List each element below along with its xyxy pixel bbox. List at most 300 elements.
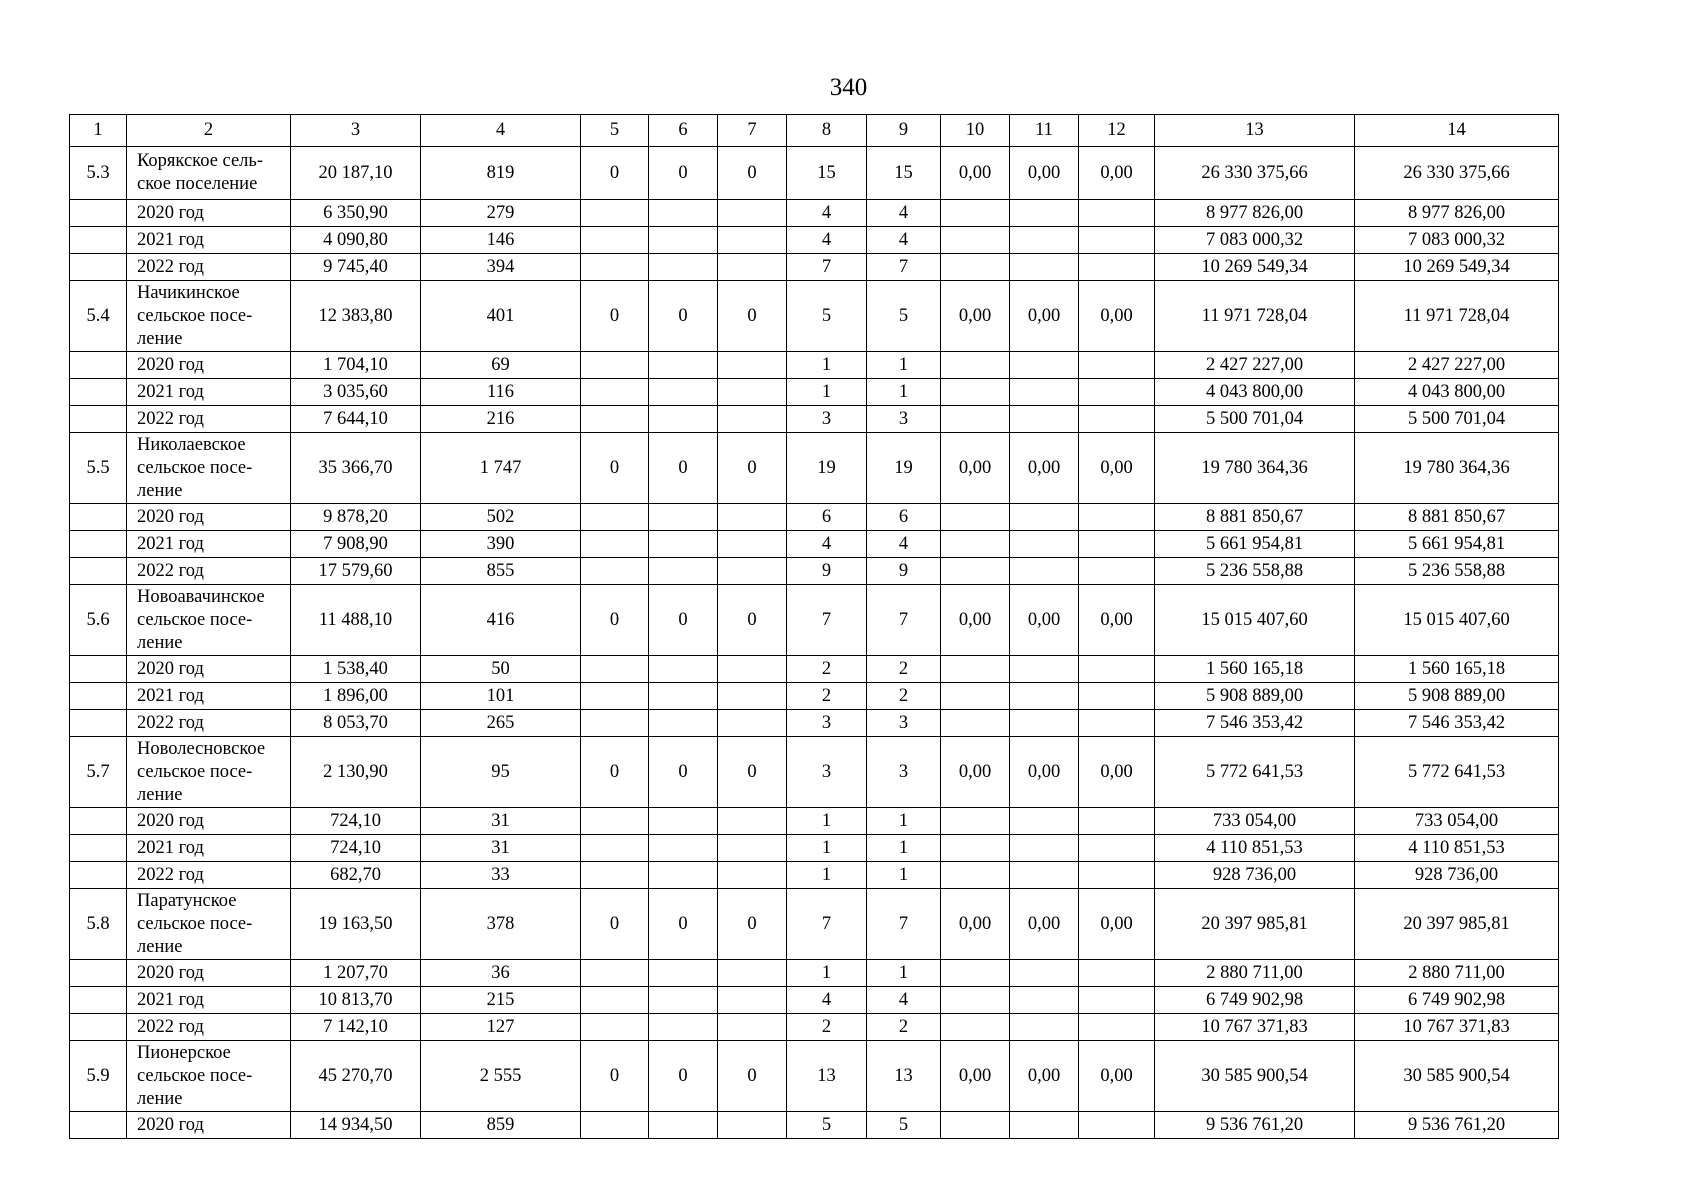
- value-cell: [941, 558, 1010, 585]
- value-cell: [649, 862, 718, 889]
- value-cell: 4 110 851,53: [1355, 835, 1559, 862]
- value-cell: 0: [718, 585, 787, 656]
- settlement-summary-row: [70, 585, 1559, 656]
- value-cell: [718, 352, 787, 379]
- value-cell: [649, 352, 718, 379]
- value-cell: [581, 558, 649, 585]
- value-cell: [581, 504, 649, 531]
- value-cell: 4: [867, 987, 941, 1014]
- value-cell: [1079, 835, 1155, 862]
- value-cell: 0,00: [1010, 737, 1079, 808]
- value-cell: [718, 835, 787, 862]
- value-cell: [1079, 960, 1155, 987]
- value-cell: [581, 960, 649, 987]
- value-cell: 4 043 800,00: [1155, 379, 1355, 406]
- value-cell: 7 546 353,42: [1355, 710, 1559, 737]
- value-cell: [649, 531, 718, 558]
- year-label-cell: 2020 год: [127, 200, 291, 227]
- value-cell: 30 585 900,54: [1355, 1041, 1559, 1112]
- value-cell: 31: [421, 808, 581, 835]
- settlement-summary-row: [70, 1041, 1559, 1112]
- value-cell: [941, 808, 1010, 835]
- value-cell: [1079, 683, 1155, 710]
- value-cell: 0: [649, 737, 718, 808]
- value-cell: [1010, 352, 1079, 379]
- value-cell: 0: [649, 147, 718, 200]
- value-cell: [649, 835, 718, 862]
- value-cell: 0: [581, 147, 649, 200]
- value-cell: 928 736,00: [1155, 862, 1355, 889]
- value-cell: [1079, 379, 1155, 406]
- item-number-cell: [70, 352, 127, 379]
- value-cell: 0,00: [1010, 889, 1079, 960]
- year-label-cell: 2020 год: [127, 504, 291, 531]
- value-cell: 10 269 549,34: [1355, 254, 1559, 281]
- year-label-cell: 2021 год: [127, 683, 291, 710]
- column-number-cell: 10: [941, 115, 1010, 147]
- value-cell: 4 043 800,00: [1355, 379, 1559, 406]
- item-number-cell: [70, 960, 127, 987]
- item-number-cell: [70, 1112, 127, 1139]
- item-number-cell: [70, 406, 127, 433]
- settlement-summary-row: [70, 889, 1559, 960]
- value-cell: 4: [867, 200, 941, 227]
- value-cell: [941, 656, 1010, 683]
- year-row: [70, 227, 1559, 254]
- value-cell: 1: [867, 352, 941, 379]
- settlement-name-cell: Корякское сель-ское поселение: [127, 147, 291, 200]
- value-cell: 7 546 353,42: [1155, 710, 1355, 737]
- item-number-cell: [70, 808, 127, 835]
- value-cell: [1010, 683, 1079, 710]
- value-cell: 0,00: [1079, 1041, 1155, 1112]
- column-number-cell: 13: [1155, 115, 1355, 147]
- value-cell: 7 908,90: [291, 531, 421, 558]
- value-cell: 859: [421, 1112, 581, 1139]
- value-cell: [649, 227, 718, 254]
- value-cell: 1: [867, 960, 941, 987]
- value-cell: 10 767 371,83: [1355, 1014, 1559, 1041]
- value-cell: 394: [421, 254, 581, 281]
- value-cell: [941, 227, 1010, 254]
- item-number-cell: [70, 1014, 127, 1041]
- value-cell: [1010, 987, 1079, 1014]
- value-cell: 928 736,00: [1355, 862, 1559, 889]
- value-cell: [649, 710, 718, 737]
- value-cell: 0,00: [1079, 585, 1155, 656]
- value-cell: 1 704,10: [291, 352, 421, 379]
- value-cell: 724,10: [291, 835, 421, 862]
- value-cell: [1010, 656, 1079, 683]
- value-cell: 0: [581, 433, 649, 504]
- value-cell: [1010, 379, 1079, 406]
- year-label-cell: 2021 год: [127, 835, 291, 862]
- value-cell: 13: [787, 1041, 867, 1112]
- year-label-cell: 2020 год: [127, 352, 291, 379]
- value-cell: 0: [718, 433, 787, 504]
- item-number-cell: [70, 379, 127, 406]
- value-cell: 6 749 902,98: [1355, 987, 1559, 1014]
- value-cell: 15 015 407,60: [1355, 585, 1559, 656]
- column-number-cell: 1: [70, 115, 127, 147]
- column-number-cell: 8: [787, 115, 867, 147]
- item-number-cell: [70, 835, 127, 862]
- value-cell: 15: [787, 147, 867, 200]
- value-cell: [941, 862, 1010, 889]
- value-cell: 0: [581, 889, 649, 960]
- year-row: [70, 352, 1559, 379]
- settlement-summary-row: [70, 281, 1559, 352]
- value-cell: [1079, 808, 1155, 835]
- settlement-name-cell: Паратунское сельское посе-ление: [127, 889, 291, 960]
- item-number-cell: 5.6: [70, 585, 127, 656]
- value-cell: 0,00: [1079, 147, 1155, 200]
- column-number-cell: 14: [1355, 115, 1559, 147]
- value-cell: [1079, 254, 1155, 281]
- value-cell: 14 934,50: [291, 1112, 421, 1139]
- value-cell: [1010, 227, 1079, 254]
- item-number-cell: 5.8: [70, 889, 127, 960]
- value-cell: 5: [787, 281, 867, 352]
- value-cell: [1079, 1112, 1155, 1139]
- value-cell: [718, 656, 787, 683]
- value-cell: 2 130,90: [291, 737, 421, 808]
- value-cell: 5 772 641,53: [1355, 737, 1559, 808]
- value-cell: [649, 558, 718, 585]
- value-cell: 1 747: [421, 433, 581, 504]
- value-cell: 9: [787, 558, 867, 585]
- value-cell: 15: [867, 147, 941, 200]
- value-cell: 0: [718, 1041, 787, 1112]
- value-cell: [1079, 656, 1155, 683]
- year-row: [70, 835, 1559, 862]
- value-cell: 33: [421, 862, 581, 889]
- value-cell: [581, 379, 649, 406]
- value-cell: [1010, 1014, 1079, 1041]
- year-row: [70, 808, 1559, 835]
- value-cell: 4: [787, 987, 867, 1014]
- year-row: [70, 406, 1559, 433]
- value-cell: [649, 808, 718, 835]
- value-cell: [1079, 406, 1155, 433]
- value-cell: 10 813,70: [291, 987, 421, 1014]
- value-cell: 502: [421, 504, 581, 531]
- value-cell: 0,00: [941, 281, 1010, 352]
- year-label-cell: 2022 год: [127, 710, 291, 737]
- settlement-name-cell: Новолесновское сельское посе-ление: [127, 737, 291, 808]
- value-cell: 1: [787, 379, 867, 406]
- item-number-cell: 5.3: [70, 147, 127, 200]
- column-number-cell: 5: [581, 115, 649, 147]
- value-cell: 855: [421, 558, 581, 585]
- value-cell: 5 236 558,88: [1355, 558, 1559, 585]
- value-cell: [649, 960, 718, 987]
- value-cell: [649, 1014, 718, 1041]
- value-cell: [581, 1014, 649, 1041]
- value-cell: 26 330 375,66: [1355, 147, 1559, 200]
- value-cell: [649, 254, 718, 281]
- value-cell: 5: [787, 1112, 867, 1139]
- value-cell: 0: [581, 1041, 649, 1112]
- value-cell: [1079, 558, 1155, 585]
- value-cell: [581, 227, 649, 254]
- value-cell: 9 536 761,20: [1155, 1112, 1355, 1139]
- value-cell: 1: [867, 379, 941, 406]
- year-row: [70, 1014, 1559, 1041]
- value-cell: [1010, 835, 1079, 862]
- value-cell: 2: [867, 656, 941, 683]
- value-cell: [718, 227, 787, 254]
- year-label-cell: 2022 год: [127, 862, 291, 889]
- year-row: [70, 710, 1559, 737]
- value-cell: 1: [787, 960, 867, 987]
- value-cell: 1 560 165,18: [1355, 656, 1559, 683]
- value-cell: [1079, 1014, 1155, 1041]
- year-label-cell: 2022 год: [127, 1014, 291, 1041]
- value-cell: 7: [867, 889, 941, 960]
- value-cell: 682,70: [291, 862, 421, 889]
- column-number-cell: 2: [127, 115, 291, 147]
- value-cell: 1: [787, 352, 867, 379]
- year-label-cell: 2022 год: [127, 406, 291, 433]
- value-cell: [649, 406, 718, 433]
- settlement-name-cell: Начикинское сельское посе-ление: [127, 281, 291, 352]
- value-cell: 0,00: [1079, 281, 1155, 352]
- value-cell: 0,00: [1010, 1041, 1079, 1112]
- value-cell: 0,00: [1079, 737, 1155, 808]
- value-cell: 101: [421, 683, 581, 710]
- value-cell: 11 971 728,04: [1155, 281, 1355, 352]
- value-cell: [581, 406, 649, 433]
- value-cell: [581, 200, 649, 227]
- value-cell: [941, 1014, 1010, 1041]
- value-cell: [581, 862, 649, 889]
- value-cell: [718, 200, 787, 227]
- year-row: [70, 1112, 1559, 1139]
- item-number-cell: 5.5: [70, 433, 127, 504]
- item-number-cell: [70, 227, 127, 254]
- value-cell: 0,00: [941, 433, 1010, 504]
- item-number-cell: [70, 683, 127, 710]
- value-cell: 31: [421, 835, 581, 862]
- value-cell: 5 908 889,00: [1355, 683, 1559, 710]
- year-label-cell: 2022 год: [127, 558, 291, 585]
- table-body: [70, 115, 1559, 1139]
- settlement-summary-row: [70, 147, 1559, 200]
- value-cell: 7 083 000,32: [1155, 227, 1355, 254]
- value-cell: 13: [867, 1041, 941, 1112]
- value-cell: 215: [421, 987, 581, 1014]
- value-cell: 8 977 826,00: [1355, 200, 1559, 227]
- value-cell: 401: [421, 281, 581, 352]
- value-cell: 4 110 851,53: [1155, 835, 1355, 862]
- year-label-cell: 2022 год: [127, 254, 291, 281]
- value-cell: 2 427 227,00: [1355, 352, 1559, 379]
- value-cell: [1010, 531, 1079, 558]
- value-cell: 3: [867, 406, 941, 433]
- value-cell: 1: [787, 862, 867, 889]
- value-cell: 7 644,10: [291, 406, 421, 433]
- value-cell: 6 350,90: [291, 200, 421, 227]
- item-number-cell: [70, 656, 127, 683]
- value-cell: [941, 200, 1010, 227]
- value-cell: 116: [421, 379, 581, 406]
- data-table: [69, 114, 1559, 1139]
- value-cell: [1079, 352, 1155, 379]
- value-cell: [1010, 1112, 1079, 1139]
- value-cell: 9: [867, 558, 941, 585]
- value-cell: 7 142,10: [291, 1014, 421, 1041]
- settlement-name-cell: Новоавачинское сельское посе-ление: [127, 585, 291, 656]
- value-cell: 2: [867, 683, 941, 710]
- value-cell: [1010, 558, 1079, 585]
- value-cell: [941, 710, 1010, 737]
- value-cell: [718, 1014, 787, 1041]
- value-cell: 7 083 000,32: [1355, 227, 1559, 254]
- item-number-cell: [70, 254, 127, 281]
- value-cell: 17 579,60: [291, 558, 421, 585]
- item-number-cell: 5.4: [70, 281, 127, 352]
- value-cell: [1010, 200, 1079, 227]
- value-cell: 4: [867, 531, 941, 558]
- value-cell: [718, 504, 787, 531]
- value-cell: 19 163,50: [291, 889, 421, 960]
- value-cell: [1010, 406, 1079, 433]
- value-cell: 8 053,70: [291, 710, 421, 737]
- settlement-summary-row: [70, 737, 1559, 808]
- year-row: [70, 683, 1559, 710]
- value-cell: 0: [649, 585, 718, 656]
- value-cell: 2 555: [421, 1041, 581, 1112]
- value-cell: 6 749 902,98: [1155, 987, 1355, 1014]
- year-row: [70, 862, 1559, 889]
- value-cell: 6: [867, 504, 941, 531]
- value-cell: 378: [421, 889, 581, 960]
- value-cell: 1: [787, 835, 867, 862]
- value-cell: [941, 531, 1010, 558]
- year-row: [70, 504, 1559, 531]
- year-label-cell: 2020 год: [127, 808, 291, 835]
- year-row: [70, 531, 1559, 558]
- value-cell: 416: [421, 585, 581, 656]
- value-cell: 4 090,80: [291, 227, 421, 254]
- value-cell: 6: [787, 504, 867, 531]
- value-cell: 35 366,70: [291, 433, 421, 504]
- value-cell: 5 661 954,81: [1155, 531, 1355, 558]
- value-cell: 15 015 407,60: [1155, 585, 1355, 656]
- value-cell: [718, 379, 787, 406]
- value-cell: 5 908 889,00: [1155, 683, 1355, 710]
- year-row: [70, 960, 1559, 987]
- value-cell: [649, 656, 718, 683]
- value-cell: 733 054,00: [1155, 808, 1355, 835]
- value-cell: 9 878,20: [291, 504, 421, 531]
- value-cell: 0,00: [1010, 147, 1079, 200]
- value-cell: 4: [787, 227, 867, 254]
- value-cell: 7: [867, 254, 941, 281]
- value-cell: [581, 254, 649, 281]
- value-cell: [581, 683, 649, 710]
- value-cell: [941, 960, 1010, 987]
- value-cell: 0,00: [941, 1041, 1010, 1112]
- value-cell: 8 881 850,67: [1155, 504, 1355, 531]
- value-cell: [581, 656, 649, 683]
- item-number-cell: [70, 200, 127, 227]
- settlement-summary-row: [70, 433, 1559, 504]
- value-cell: 265: [421, 710, 581, 737]
- value-cell: 11 971 728,04: [1355, 281, 1559, 352]
- column-number-cell: 12: [1079, 115, 1155, 147]
- value-cell: [581, 987, 649, 1014]
- value-cell: 2 880 711,00: [1155, 960, 1355, 987]
- column-number-cell: 3: [291, 115, 421, 147]
- value-cell: [718, 558, 787, 585]
- value-cell: 7: [867, 585, 941, 656]
- value-cell: [1079, 200, 1155, 227]
- value-cell: [718, 1112, 787, 1139]
- value-cell: 146: [421, 227, 581, 254]
- value-cell: [581, 1112, 649, 1139]
- value-cell: 36: [421, 960, 581, 987]
- value-cell: [941, 352, 1010, 379]
- value-cell: 5 500 701,04: [1155, 406, 1355, 433]
- value-cell: [1010, 504, 1079, 531]
- value-cell: 3: [787, 710, 867, 737]
- value-cell: [1010, 710, 1079, 737]
- year-row: [70, 200, 1559, 227]
- value-cell: 7: [787, 254, 867, 281]
- value-cell: [718, 862, 787, 889]
- value-cell: 8 977 826,00: [1155, 200, 1355, 227]
- item-number-cell: 5.9: [70, 1041, 127, 1112]
- value-cell: 5 772 641,53: [1155, 737, 1355, 808]
- value-cell: 3 035,60: [291, 379, 421, 406]
- value-cell: [718, 808, 787, 835]
- value-cell: [718, 960, 787, 987]
- value-cell: 7: [787, 585, 867, 656]
- value-cell: [941, 406, 1010, 433]
- value-cell: 0,00: [941, 585, 1010, 656]
- value-cell: [581, 710, 649, 737]
- column-number-cell: 4: [421, 115, 581, 147]
- value-cell: [581, 352, 649, 379]
- value-cell: 7: [787, 889, 867, 960]
- value-cell: 5 500 701,04: [1355, 406, 1559, 433]
- item-number-cell: 5.7: [70, 737, 127, 808]
- value-cell: 0: [718, 889, 787, 960]
- value-cell: 19: [787, 433, 867, 504]
- value-cell: [718, 406, 787, 433]
- value-cell: [649, 379, 718, 406]
- value-cell: [941, 1112, 1010, 1139]
- value-cell: [941, 987, 1010, 1014]
- value-cell: 0: [649, 281, 718, 352]
- year-row: [70, 656, 1559, 683]
- value-cell: 2 427 227,00: [1155, 352, 1355, 379]
- value-cell: 1: [867, 808, 941, 835]
- value-cell: [649, 504, 718, 531]
- value-cell: 20 187,10: [291, 147, 421, 200]
- value-cell: [1079, 531, 1155, 558]
- value-cell: 1: [867, 835, 941, 862]
- value-cell: 2: [787, 656, 867, 683]
- value-cell: 2: [787, 683, 867, 710]
- year-row: [70, 379, 1559, 406]
- item-number-cell: [70, 862, 127, 889]
- value-cell: 26 330 375,66: [1155, 147, 1355, 200]
- value-cell: 0,00: [941, 737, 1010, 808]
- year-label-cell: 2020 год: [127, 960, 291, 987]
